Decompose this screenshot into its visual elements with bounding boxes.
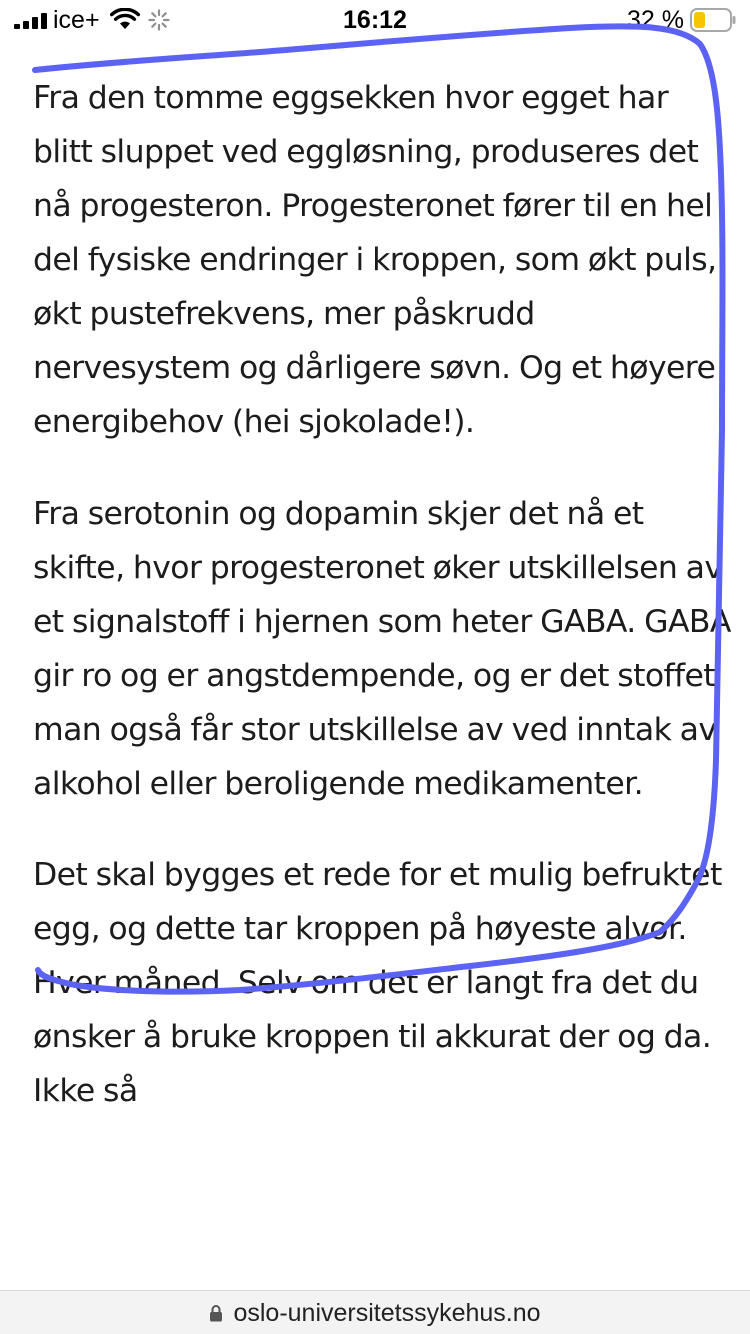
article-paragraph: Fra den tomme eggsekken hvor egget har blitt sluppet ved eggløsning, produseres det nå progesteron. Progesteronet fører til en hel del fysiske endringer i kroppen, som økt puls, økt pustefrekvens, mer påskrudd nervesystem og dårligere søvn. Og et høyere energibehov (hei sjokolade!). [33,80,717,440]
article-paragraph: Det skal bygges et rede for et mulig befruktet egg, og dette tar kroppen på høyeste alvor. Hver måned. Selv om det er langt fra det du ønsker å bruke kroppen til akkurat der og da. Ikke så [33,857,722,1109]
address-bar-content[interactable] [0,1299,750,1327]
battery-percent: 32 % [627,6,684,34]
url-domain: oslo-universitetssykehus.no [233,1299,541,1327]
article-body [33,71,733,1118]
browser-address-bar[interactable] [0,1290,750,1334]
status-bar [0,0,750,40]
clock: 16:12 [343,6,407,34]
battery-icon [690,8,736,32]
lock-icon [209,1304,223,1322]
carrier-name: ice+ [53,6,100,34]
article-paragraph: Fra serotonin og dopamin skjer det nå et skifte, hvor progesteronet øker utskillelsen av et signalstoff i hjernen som heter GABA. GABA gir ro og er angstdempende, og er det stoffet man også får stor utskillelse av ved inntak av alkohol eller beroligende medikamenter. [33,496,731,802]
